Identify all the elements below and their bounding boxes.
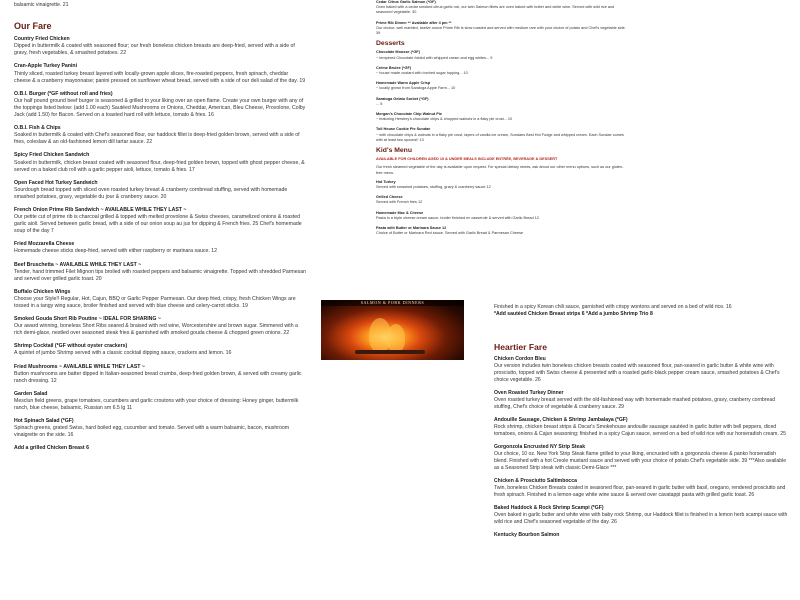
- menu-item: [376, 81, 626, 91]
- menu-item: [14, 445, 306, 452]
- menu-item-name: Open Faced Hot Turkey Sandwich: [14, 179, 98, 186]
- menu-item-description: Oven roasted turkey breast served with the old-fashioned way with homemade mashed potatoes, gravy, cranberry cornbread stuffing, Chef's choice of vegetable & cranberry sauce. 29: [494, 397, 776, 410]
- menu-item: [494, 417, 790, 438]
- menu-item-description: Our petite cut of prime rib is charcoal grilled & topped with melted provolone & Swiss cheeses, caramelized onions & roasted garlic aioli. Served between garlic bread, with a side of our onion soup au jus for dipping & French fries. 25 Chef's homemade soup of the day 7: [14, 214, 302, 235]
- menu-item-description: Our version includes twin boneless chicken breasts coated with seasoned flour, pan-seared in garlic butter & white wine with prosciutto, topped with Swiss cheese & presented with a roasted garlic-black pepper cream sauce, smashed potatoes & Chef's choice vegetable. 26: [494, 363, 780, 383]
- desserts-list: [376, 50, 626, 143]
- menu-item-description: ~ featuring Hershey's chocolate chips & chopped walnuts in a flaky pie crust... 10: [376, 117, 513, 122]
- right-top-menu-column: [376, 0, 626, 298]
- menu-item: [376, 180, 626, 190]
- menu-item-description: Served with smashed potatoes, stuffing, gravy & cranberry sauce 12: [376, 185, 491, 190]
- menu-item-name: O.B.I. Burger (*GF without roll and fries): [14, 90, 113, 97]
- menu-item: [376, 112, 626, 122]
- menu-item: [14, 63, 306, 84]
- fireplace-photo: [321, 300, 464, 360]
- menu-item-description: Our choice, 10 oz. New York Strip Steak flame grilled to your liking, encrusted with a gorgonzola cheese & panko horseradish blend. Finished with a hot Creole mustard sauce and served with your choice of potato Chef's vegetable side. 39 ***Also available as a Seasoned Strip steak with classic Demi-Glace ***: [494, 451, 787, 471]
- menu-item: [14, 180, 306, 201]
- menu-item-name: Toll House Cookie Pie Sundae: [376, 127, 431, 132]
- menu-item: [494, 356, 790, 384]
- menu-item: [494, 532, 790, 539]
- left-lead-text: balsamic vinaigrette. 21: [14, 2, 69, 8]
- menu-item-name: Chicken Cordon Bleu: [494, 356, 546, 362]
- menu-item-name: Smoked Gouda Short Rib Poutine ~ IDEAL FOR SHARING ~: [14, 316, 161, 323]
- menu-item-name: Garden Salad: [14, 390, 48, 397]
- our-fare-list: [14, 36, 306, 452]
- menu-item: [14, 125, 306, 146]
- menu-item-name: Chicken & Prosciutto Saltimbocca: [494, 478, 577, 484]
- flame-shape: [387, 324, 405, 352]
- menu-item-name: Cedar Citrus Garlic Salmon (*GF): [376, 0, 436, 4]
- menu-item-description: Pasta in a triple cheese cream sauce, broiler finished en casserole & served with Garlic Bread 12: [376, 215, 539, 220]
- menu-item-name: Homemade Warm Apple Crisp: [376, 81, 431, 86]
- menu-item: [376, 97, 626, 107]
- menu-item: [14, 391, 306, 412]
- log-shape: [355, 350, 425, 354]
- menu-item: [494, 444, 790, 472]
- menu-item: [14, 241, 306, 255]
- menu-item-name: O.B.I. Fish & Chips: [14, 125, 61, 132]
- menu-item: [494, 478, 790, 499]
- menu-item-name: Andouille Sausage, Chicken & Shrimp Jambalaya (*GF): [494, 417, 628, 423]
- menu-item-description: Button mushrooms are batter dipped in Italian-seasoned bread crumbs, deep-fried golden brown, & served with creamy garlic ranch dressing. 12: [14, 370, 302, 384]
- menu-item-name: Shrimp Cocktail (*GF without oyster crackers): [14, 343, 128, 350]
- menu-item: [14, 364, 306, 385]
- menu-item-description: Soaked in buttermilk & coated with Chef's seasoned flour, our haddock fillet is deep-fried golden brown, served with a side of fries, coleslaw & an old-fashioned lemon dill tartar sauce. 22: [14, 132, 300, 146]
- kids-menu-note: AVAILABLE FOR CHILDREN AGED 10 & UNDER MEALS INCLUDE ENTRÉE, BEVERAGE & DESSERT: [376, 157, 558, 162]
- right-bottom-menu-column: [494, 300, 790, 600]
- menu-item: [14, 418, 306, 439]
- menu-item-name: Cran-Apple Turkey Panini: [14, 63, 78, 70]
- right-lead-text: Finished in a spicy Korean chili sauce, garnished with crispy wontons and served on a bed of wild rice. 16: [494, 304, 732, 310]
- menu-item-description: A quintet of jumbo Shrimp served with a classic cocktail dipping sauce, crackers and lemon. 16: [14, 350, 232, 357]
- heartier-fare-heading: Heartier Fare: [494, 342, 548, 352]
- menu-item-description: Our award winning, boneless Short Ribs seared & braised with red wine, Worcestershire and brown sugar. Simmered with a rich demi-glace, nestled over seasoned steak fries & garnished with smoked gouda cheese & chopped green onions. 22: [14, 323, 298, 337]
- menu-item-description: Thinly sliced, roasted turkey breast layered with locally-grown apple slices, fire-roasted peppers, fresh spinach, cheddar cheese & a cranberry mayonnaise; panini pressed on sunflower wheat bread, served with a side of our deli salad of the day. 19: [14, 70, 306, 84]
- menu-item-description: Homemade cheese sticks deep-fried, served with either raspberry or marinara sauce. 12: [14, 248, 217, 255]
- menu-item: [14, 262, 306, 283]
- menu-item-name: Pasta with Butter or Marinara Sauce 12: [376, 226, 447, 231]
- menu-item-name: French Onion Prime Rib Sandwich ~ AVAILABLE WHILE THEY LAST ~: [14, 206, 187, 213]
- menu-item: [376, 0, 626, 16]
- menu-item: [494, 505, 790, 526]
- menu-item: [376, 211, 626, 221]
- menu-item-name: Kentucky Bourbon Salmon: [494, 532, 560, 538]
- menu-item-name: Gorgonzola Encrusted NY Strip Steak: [494, 444, 586, 450]
- menu-item: [376, 50, 626, 60]
- menu-item-description: Oven baked with a cedar smoked citrus garlic rub, our twin Salmon fillets are oven baked with butter and white wine. Served with wild rice and seasoned vegetable. 30: [376, 5, 615, 15]
- left-menu-column: [14, 0, 306, 600]
- menu-item-description: Dipped in buttermilk & coated with seasoned flour; our fresh boneless chicken breasts are deep-fried, served with a side of gravy, fresh vegetables, & smashed potatoes. 22: [14, 43, 295, 57]
- kids-menu-list: [376, 180, 626, 237]
- menu-item: [376, 195, 626, 205]
- photo-banner: SALMON & PORK DINNERS: [321, 300, 464, 306]
- menu-item: [376, 21, 626, 37]
- menu-item: [14, 152, 306, 173]
- kids-menu-heading: Kid's Menu: [376, 147, 412, 155]
- menu-item-description: ~ with chocolate chips & walnuts in a flaky pie crust, layers of vanilla ice cream, Sundaes Best Hot Fudge and whipped cream. Each Sundae comes with at least two spoons!! 13: [376, 132, 624, 142]
- menu-item-name: Add a grilled Chicken Breast 6: [14, 445, 89, 452]
- right-lead-addon: *Add sautéed Chicken Breast strips 6 *Add a jumbo Shrimp Trio 8: [494, 311, 653, 317]
- menu-item-description: Choice of Butter or Marinara Red sauce. Served with Garlic Bread & Parmesan Cheese: [376, 231, 524, 236]
- menu-item-description: ... 5: [376, 101, 383, 106]
- menu-item-description: Our half pound ground beef burger is seasoned & grilled to your liking over an open flame. Create your own burger with any of the toppings listed below: (add 1.00 each) Sautéed Mushrooms or Onions, Cheddar, American, Bleu Cheese, Provolone, Colby Jack (add 1.50) for Bacon. Served on a toasted hard roll with lettuce, tomato & fries. 16: [14, 97, 306, 119]
- menu-item-name: Beef Bruschetta ~ AVAILABLE WHILE THEY LAST ~: [14, 261, 142, 268]
- menu-item-name: Homemade Mac & Cheese: [376, 210, 424, 215]
- desserts-heading: Desserts: [376, 40, 405, 48]
- menu-item: [376, 226, 626, 236]
- menu-item-name: Hot Turkey: [376, 179, 396, 184]
- menu-item-name: Oven Roasted Turkey Dinner: [494, 390, 564, 396]
- menu-item: [14, 316, 306, 337]
- menu-item: [376, 66, 626, 76]
- menu-item-name: Prime Rib Dinner ** Available after 4 pm **: [376, 20, 452, 25]
- menu-item-description: Tender, hand trimmed Filet Mignon tips broiled with roasted peppers and balsamic vinaigrette. Topped with shredded Parmesan and served over grilled garlic toast. 20: [14, 268, 306, 282]
- menu-item: [14, 289, 306, 310]
- menu-item-name: Chocolate Mousse (*GF): [376, 50, 420, 55]
- menu-item: [14, 36, 306, 57]
- our-fare-heading: Our Fare: [14, 21, 52, 32]
- menu-item-description: Choose your Style!! Regular, Hot, Cajun, BBQ or Garlic Pepper Parmesan. Our deep fried, crispy, fresh Chicken Wings are tossed in a tangy wing sauce, broiler finished and served with blue cheese and celery-carrot sticks. 19: [14, 295, 296, 309]
- menu-item-name: Buffalo Chicken Wings: [14, 288, 71, 295]
- menu-item-name: Hot Spinach Salad (*GF): [14, 418, 74, 425]
- menu-item-name: Crème Brulee (*GF): [376, 65, 412, 70]
- menu-item-name: Grilled Cheese: [376, 195, 403, 200]
- menu-item-name: Baked Haddock & Rock Shrimp Scampi (*GF): [494, 505, 604, 511]
- menu-item-name: Fried Mushrooms ~ AVAILABLE WHILE THEY LAST ~: [14, 363, 145, 370]
- menu-item-name: Morgan's Chocolate Chip Walnut Pie: [376, 112, 442, 117]
- menu-item-description: Spinach greens, grated Swiss, hard boiled egg, cucumber and tomato. Served with a warm balsamic, bacon, mushroom vinaigrette on the side. 16: [14, 425, 290, 439]
- entree-continued-list: [376, 0, 626, 36]
- menu-item: [14, 91, 306, 119]
- menu-item-name: Spicy Fried Chicken Sandwich: [14, 152, 90, 159]
- menu-item-name: Fried Mozzarella Cheese: [14, 241, 75, 248]
- menu-item-description: ~ house made custard with torched sugar topping... 10: [376, 71, 468, 76]
- menu-item: [14, 207, 306, 235]
- menu-item-description: ~ locally grown from Saratoga Apple Farm... 10: [376, 86, 456, 91]
- menu-item-description: Soaked in buttermilk, chicken breast coated with seasoned flour, deep-fried golden brown, topped with ghost pepper cheese, & served on a baked club roll with a garlic pepper aioli, lettuce, tomato & fries. 17: [14, 159, 305, 173]
- menu-item-description: Sourdough bread topped with sliced oven roasted turkey breast & cranberry cornbread stuffing, served with homemade smashed potatoes, gravy, vegetable du jour & cranberry sauce. 20: [14, 186, 288, 200]
- kids-menu-intro: Our fresh steamed vegetable of the day is available upon request. For special dietary needs, ask about our other menu options, such as our gluten-free menu.: [376, 165, 624, 175]
- menu-item: [376, 127, 626, 143]
- menu-item-description: Oven baked in garlic butter and white wine with baby rock Shrimp, our Haddock fillet is finished in a lemon herb scampi sauce with wild rice and Chef's seasoned vegetable of the day. 26: [494, 512, 788, 525]
- menu-item-description: Our choice, well marbled, twelve ounce Prime Rib is slow roasted and served with medium rare with your choice of potato and Chef's vegetable side. 39: [376, 25, 626, 36]
- menu-item-description: Rock shrimp, chicken breast strips & Oscar's Smokehouse andouille sausage sautéed in garlic butter with bell peppers, diced tomatoes, onions & Cajun seasoning; finished in a spicy Cajun sauce, served on a bed of wild rice with our horseradish cream. 25: [494, 424, 786, 437]
- menu-item-description: ~ tempered Chocolate folded with whipped cream and egg whites... 9: [376, 55, 493, 60]
- menu-item-description: Twin, boneless Chicken Breasts coated in seasoned flour, pan-seared in garlic butter with basil, oregano, rendered prosciutto and fresh spinach. Finished in a lemon-sage white wine sauce & served over cavatappi pasta with grilled garlic toast. 26: [494, 485, 786, 498]
- menu-item-description: Mesclun field greens, grape tomatoes, cucumbers and garlic croutons with your choice of dressing: Honey ginger, buttermilk ranch, blue cheese, balsamic, Russian sm 6.5 lg 11: [14, 397, 299, 412]
- menu-item-name: Saratoga Gelato Sorbet (*GF): [376, 96, 429, 101]
- menu-item-name: Country Fried Chicken: [14, 36, 70, 43]
- menu-item-description: Served with French fries 12: [376, 200, 423, 205]
- menu-item: [14, 343, 306, 357]
- menu-item: [494, 390, 790, 411]
- heartier-fare-list: [494, 356, 790, 539]
